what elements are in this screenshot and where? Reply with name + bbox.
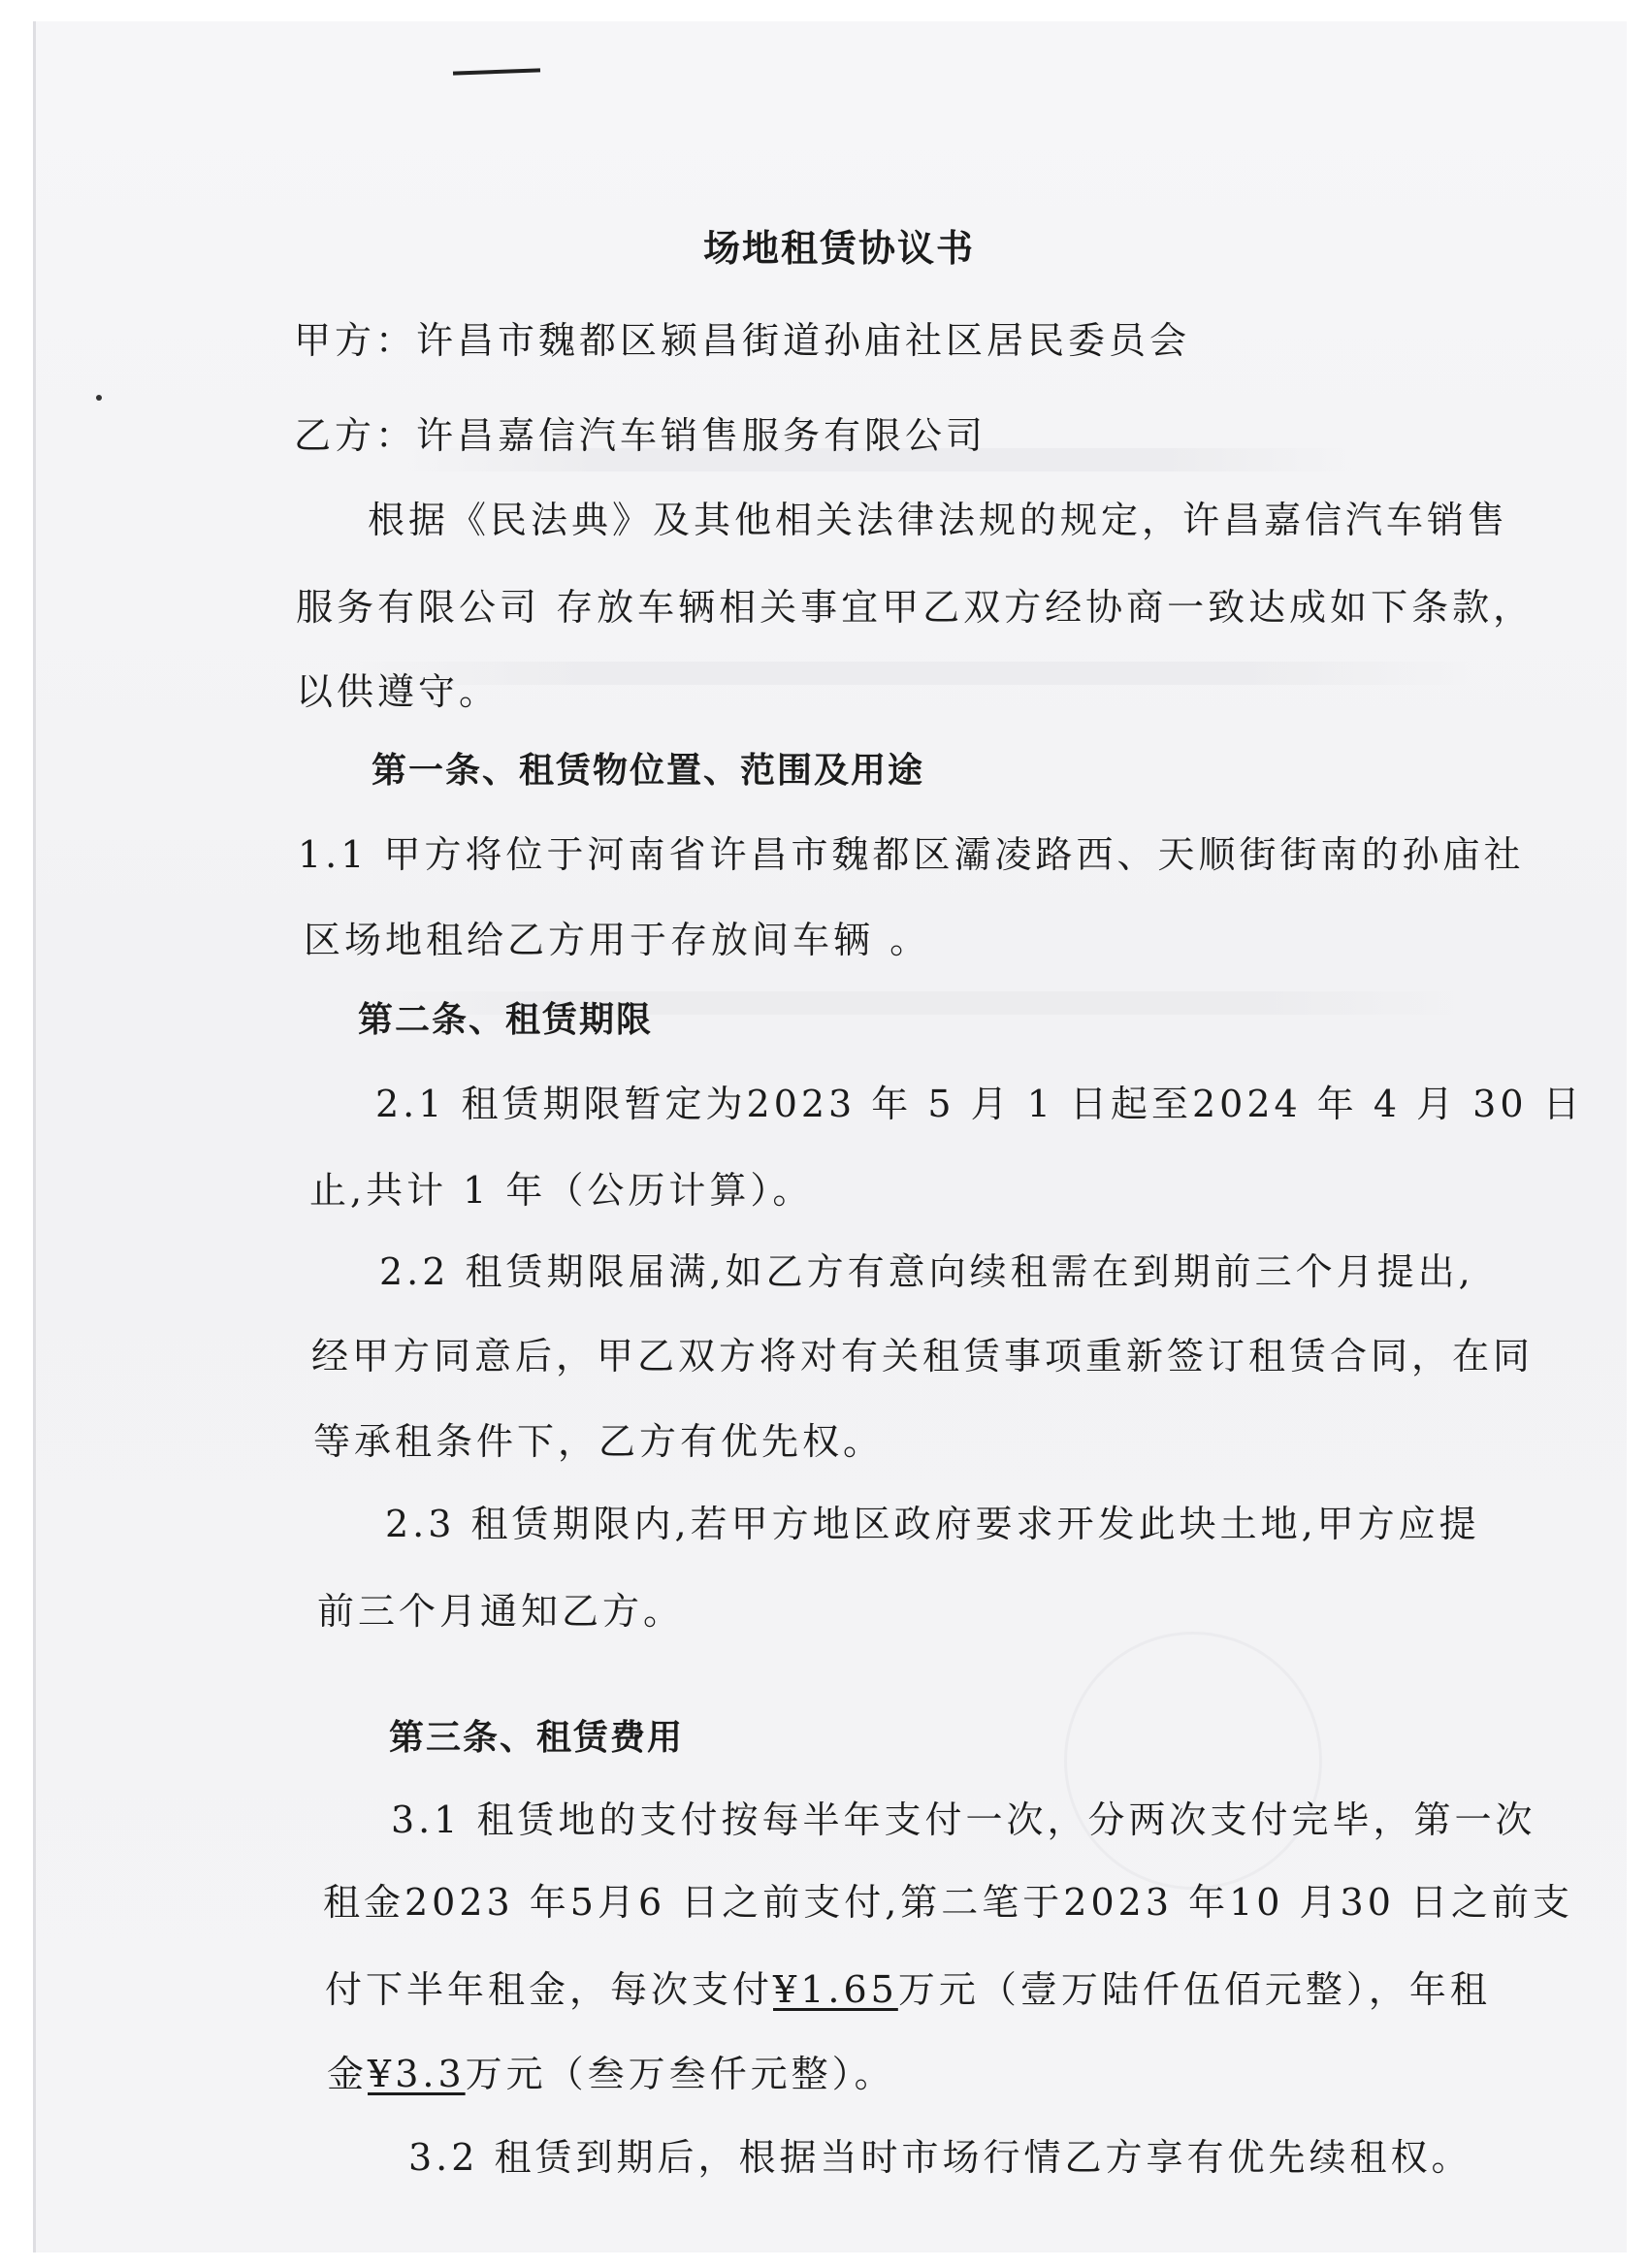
article-1-line-1: 1.1 甲方将位于河南省许昌市魏都区灞凌路西、天顺街街南的孙庙社 bbox=[298, 833, 1525, 876]
bleed-through-ghost-2 bbox=[356, 662, 1471, 685]
article-2-line-4: 经甲方同意后，甲乙双方将对有关租赁事项重新签订租赁合同，在同 bbox=[311, 1335, 1535, 1377]
ink-dot bbox=[96, 395, 102, 401]
article-3-heading: 第三条、租赁费用 bbox=[389, 1718, 685, 1758]
intro-line-2: 服务有限公司 存放车辆相关事宜甲乙双方经协商一致达成如下条款， bbox=[296, 586, 1535, 629]
article-2-line-3: 2.2 租赁期限届满,如乙方有意向续租需在到期前三个月提出, bbox=[379, 1250, 1474, 1293]
annual-rent-amount: ¥3.3 bbox=[368, 2053, 466, 2095]
article-3-line-1: 3.1 租赁地的支付按每半年支付一次，分两次支付完毕，第一次 bbox=[391, 1798, 1536, 1841]
bleed-through-ghost-4 bbox=[1064, 1632, 1322, 1890]
article-2-heading: 第二条、租赁期限 bbox=[358, 1000, 654, 1040]
article-2-line-5: 等承租条件下，乙方有优先权。 bbox=[313, 1420, 885, 1463]
line-4-text-before: 金 bbox=[327, 2053, 369, 2095]
article-3-line-5: 3.2 租赁到期后，根据当时市场行情乙方享有优先续租权。 bbox=[408, 2136, 1472, 2179]
document-page bbox=[33, 21, 1627, 2252]
article-1-heading: 第一条、租赁物位置、范围及用途 bbox=[372, 751, 925, 791]
document-title: 场地租赁协议书 bbox=[703, 227, 976, 270]
article-2-line-7: 前三个月通知乙方。 bbox=[317, 1590, 685, 1633]
party-a: 甲方：许昌市魏都区颍昌街道孙庙社区居民委员会 bbox=[294, 319, 1191, 362]
article-3-line-2: 租金2023 年5月6 日之前支付,第二笔于2023 年10 月30 日之前支 bbox=[323, 1881, 1573, 1924]
party-b: 乙方：许昌嘉信汽车销售服务有限公司 bbox=[294, 414, 987, 457]
pen-mark bbox=[453, 68, 540, 75]
intro-line-1: 根据《民法典》及其他相关法律法规的规定，许昌嘉信汽车销售 bbox=[368, 499, 1509, 541]
per-payment-amount: ¥1.65 bbox=[773, 1968, 898, 2011]
line-3-text-after: 万元（壹万陆仟伍佰元整），年租 bbox=[897, 1968, 1491, 2011]
intro-line-3: 以供遵守。 bbox=[296, 670, 501, 713]
article-2-line-1: 2.1 租赁期限暂定为2023 年 5 月 1 日起至2024 年 4 月 30 日 bbox=[375, 1083, 1584, 1125]
article-2-line-6: 2.3 租赁期限内,若甲方地区政府要求开发此块土地,甲方应提 bbox=[385, 1503, 1480, 1545]
article-2-line-2: 止,共计 1 年（公历计算）。 bbox=[309, 1169, 814, 1212]
line-4-text-after: 万元（叁万叁仟元整）。 bbox=[465, 2053, 895, 2095]
article-3-line-4 bbox=[327, 2053, 895, 2095]
line-3-text-before: 付下半年租金，每次支付 bbox=[325, 1968, 774, 2011]
article-3-line-3 bbox=[325, 1968, 1491, 2011]
article-1-line-2: 区场地租给乙方用于存放间车辆 。 bbox=[304, 919, 931, 961]
